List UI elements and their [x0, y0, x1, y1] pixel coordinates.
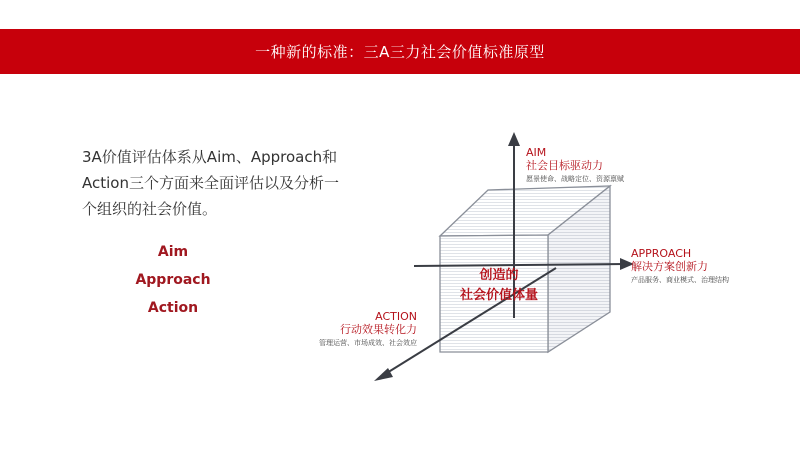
center-label-line2: 社会价值体量 — [459, 288, 538, 303]
aim-arrowhead — [508, 132, 520, 146]
cube-center-label — [438, 266, 560, 306]
pillar-action: Action — [147, 300, 199, 316]
center-label-line1: 创造的 — [479, 268, 519, 283]
action-label-zh: 行动效果转化力 — [340, 323, 417, 336]
aim-label — [526, 146, 624, 185]
action-label — [315, 310, 417, 349]
action-label-sub: 管理运营、市场成效、社会效应 — [319, 339, 417, 347]
action-label-en: ACTION — [375, 310, 417, 323]
aim-label-en: AIM — [526, 146, 547, 159]
approach-label — [631, 247, 729, 286]
pillar-aim: Aim — [157, 244, 189, 260]
page-title: 一种新的标准：三A三力社会价值标准原型 — [255, 43, 545, 61]
aim-label-zh: 社会目标驱动力 — [526, 159, 603, 172]
pillar-approach: Approach — [135, 272, 211, 288]
approach-label-sub: 产品服务、商业模式、治理结构 — [631, 276, 729, 284]
approach-label-en: APPROACH — [631, 247, 692, 260]
aim-label-sub: 愿景使命、战略定位、资源禀赋 — [526, 175, 624, 183]
approach-label-zh: 解决方案创新力 — [631, 260, 708, 273]
pillar-list — [120, 238, 226, 322]
intro-paragraph: 3A价值评估体系从Aim、Approach和Action三个方面来全面评估以及分析一个组织的社会价值。 — [82, 148, 339, 218]
header-bar — [0, 29, 800, 74]
